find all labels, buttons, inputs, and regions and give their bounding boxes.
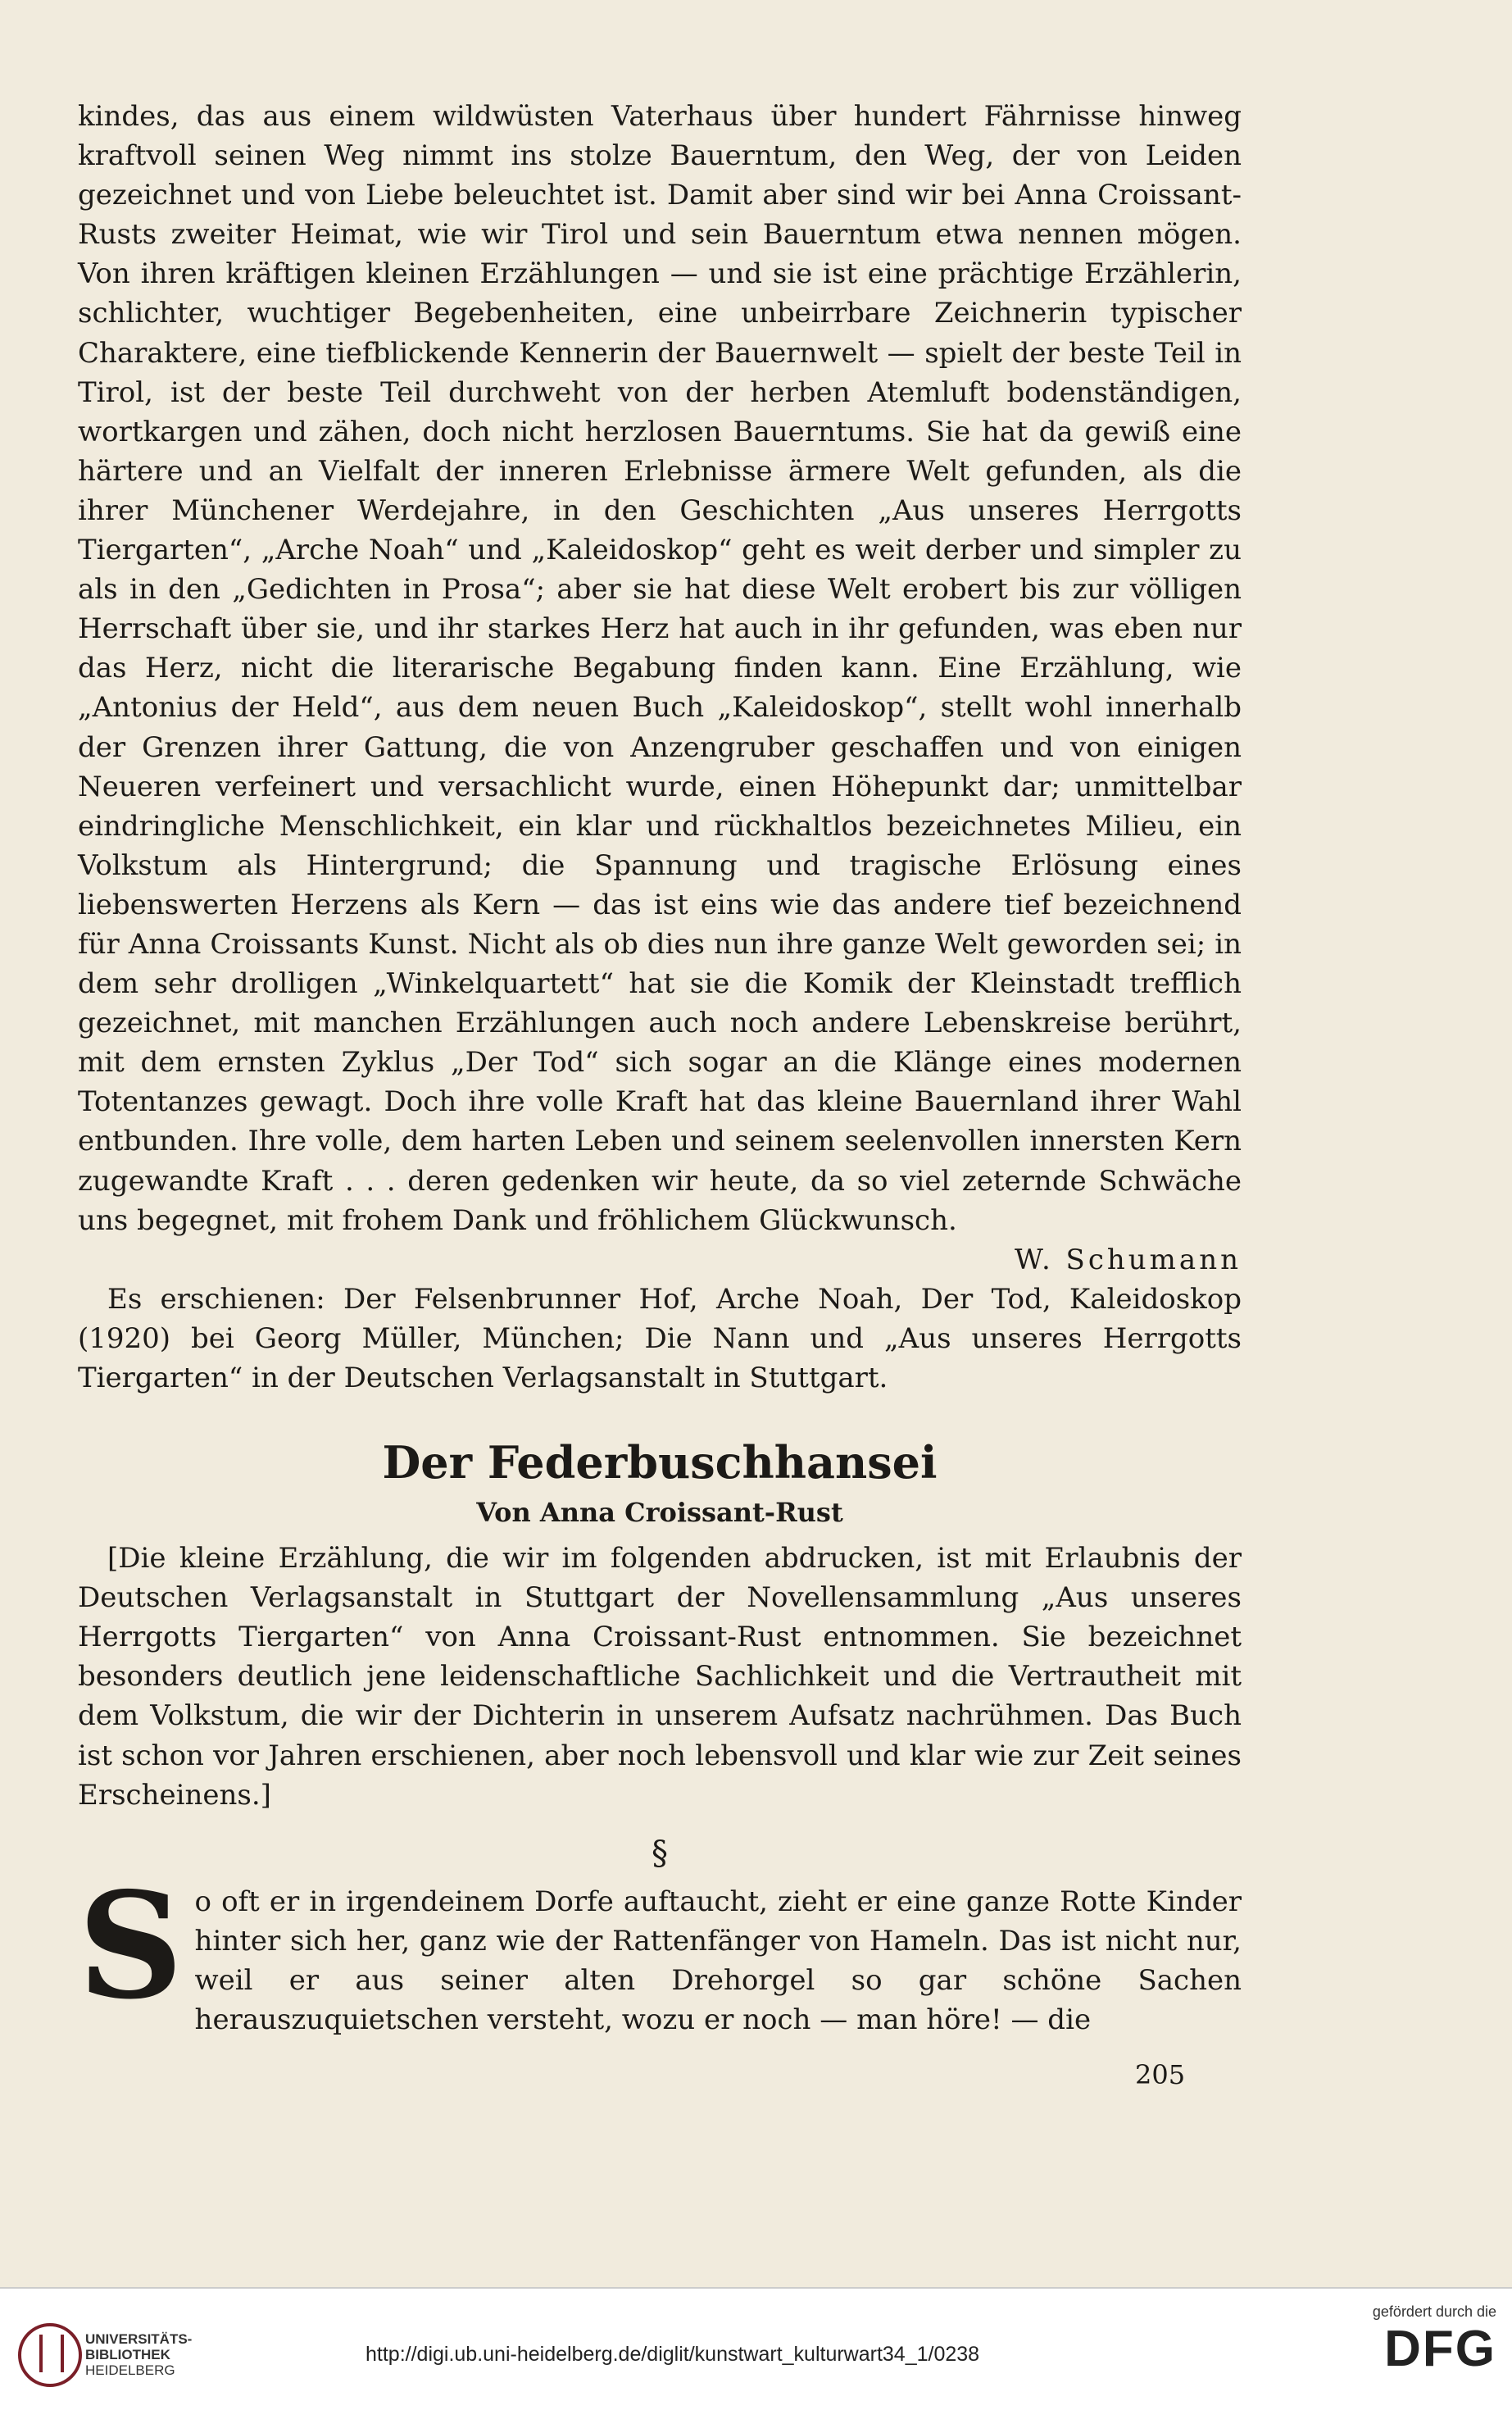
story-byline: Von Anna Croissant-Rust bbox=[476, 1497, 843, 1529]
author-signature: W. Schumann bbox=[1014, 1243, 1242, 1276]
digitization-footer bbox=[0, 2287, 1512, 2410]
text-column bbox=[78, 97, 1242, 2039]
page-number: 205 bbox=[1135, 2059, 1186, 2090]
story-opening-text: o oft er in irgendeinem Dorfe auftaucht, zieht er eine ganze Rotte Kinder hinter sich her, ganz wie der Rattenfänger von Hameln. Das ist nicht nur, weil er aus seiner alten Drehorgel so gar schöne Sachen herauszuquietschen versteht, wozu er noch — man höre! — die bbox=[194, 1885, 1242, 2037]
funding-note: gefördert durch die bbox=[1372, 2303, 1496, 2320]
story-opening bbox=[78, 1859, 1242, 2039]
editorial-note: [Die kleine Erzählung, die wir im folgenden abdrucken, ist mit Erlaubnis der Deutschen Verlagsanstalt in Stuttgart der Novellensammlung „Aus unseres Herrgotts Tiergarten“ von Anna Croissant-Rust entnommen. Sie bezeichnet besonders deutlich jene leidenschaftliche Sachlichkeit und die Vertrautheit mit dem Volkstum, die wir der Dichterin in unserem Aufsatz nachrühmen. Das Buch ist schon vor Jahren erschienen, aber noch lebensvoll und klar wie zur Zeit seines Erscheinens.] bbox=[78, 1542, 1242, 1812]
section-ornament-icon: § bbox=[652, 1834, 668, 1872]
library-line-1: UNIVERSITÄTS- bbox=[85, 2331, 193, 2347]
university-seal-icon bbox=[18, 2323, 82, 2387]
bibliography-paragraph: Es erschienen: Der Felsenbrunner Hof, Arche Noah, Der Tod, Kaleidoskop (1920) bei Georg Müller, München; Die Nann und „Aus unseres Herrgotts Tiergarten“ in der Deutschen Verlagsanstalt in Stuttgart. bbox=[78, 1282, 1242, 1394]
funder-name: DFG bbox=[1384, 2321, 1496, 2377]
library-name bbox=[85, 2331, 192, 2378]
story-title: Der Federbuschhansei bbox=[382, 1436, 938, 1489]
drop-cap: S bbox=[78, 1859, 184, 2031]
library-line-3: HEIDELBERG bbox=[85, 2362, 175, 2378]
library-line-2: BIBLIOTHEK bbox=[85, 2347, 170, 2362]
article-paragraph: kindes, das aus einem wildwüsten Vaterhaus über hundert Fährnisse hinweg kraftvoll seinen Weg nimmt ins stolze Bauerntum, den Weg, der von Leiden gezeichnet und von Liebe beleuchtet ist. Damit aber sind wir bei Anna Croissant-Rusts zweiter Heimat, wie wir Tirol und sein Bauerntum etwa nennen mögen. Von ihren kräftigen kleinen Erzählungen — und sie ist eine prächtige Erzählerin, schlichter, wuchtiger Begebenheiten, eine unbeirrbare Zeichnerin typischer Charaktere, eine tiefblickende Kennerin der Bauernwelt — spielt der beste Teil in Tirol, ist der beste Teil durchweht von der herben Atemluft bodenständigen, wortkargen und zähen, doch nicht herzlosen Bauerntums. Sie hat da gewiß eine härtere und an Vielfalt der inneren Erlebnisse ärmere Welt gefunden, als die ihrer Münchener Werdejahre, in den Geschichten „Aus unseres Herrgotts Tiergarten“, „Arche Noah“ und „Kaleidoskop“ geht es weit derber und simpler zu als in den „Gedichten in Prosa“; aber sie hat diese Welt erobert bis zur völligen Herrschaft über sie, und ihr starkes Herz hat auch in ihr gefunden, was eben nur das Herz, nicht die literarische Begabung finden kann. Eine Erzählung, wie „Antonius der Held“, aus dem neuen Buch „Kaleidoskop“, stellt wohl innerhalb der Grenzen ihrer Gattung, die von Anzengruber geschaffen und von einigen Neueren verfeinert und versachlicht wurde, einen Höhepunkt dar; unmittelbar eindringliche Menschlichkeit, ein klar und rückhaltlos bezeichnetes Milieu, ein Volkstum als Hintergrund; die Spannung und tragische Erlösung eines liebenswerten Herzens als Kern — das ist eins wie das andere tief bezeichnend für Anna Croissants Kunst. Nicht als ob dies nun ihre ganze Welt geworden sei; in dem sehr drolligen „Winkelquartett“ hat sie die Komik der Kleinstadt trefflich gezeichnet, mit manchen Erzählungen auch noch andere Lebenskreise berührt, mit dem ernsten Zyklus „Der Tod“ sich sogar an die Klänge eines modernen Totentanzes gewagt. Doch ihre volle Kraft hat das kleine Bauernland ihrer Wahl entbunden. Ihre volle, dem harten Leben und seinem seelenvollen innersten Kern zugewandte Kraft . . . deren gedenken wir heute, da so viel zeternde Schwäche uns begegnet, mit frohem Dank und fröhlichem Glückwunsch. bbox=[78, 100, 1242, 1237]
source-url-link[interactable]: http://digi.ub.uni-heidelberg.de/diglit/kunstwart_kulturwart34_1/0238 bbox=[366, 2343, 980, 2366]
funder-logo bbox=[1341, 2303, 1496, 2378]
